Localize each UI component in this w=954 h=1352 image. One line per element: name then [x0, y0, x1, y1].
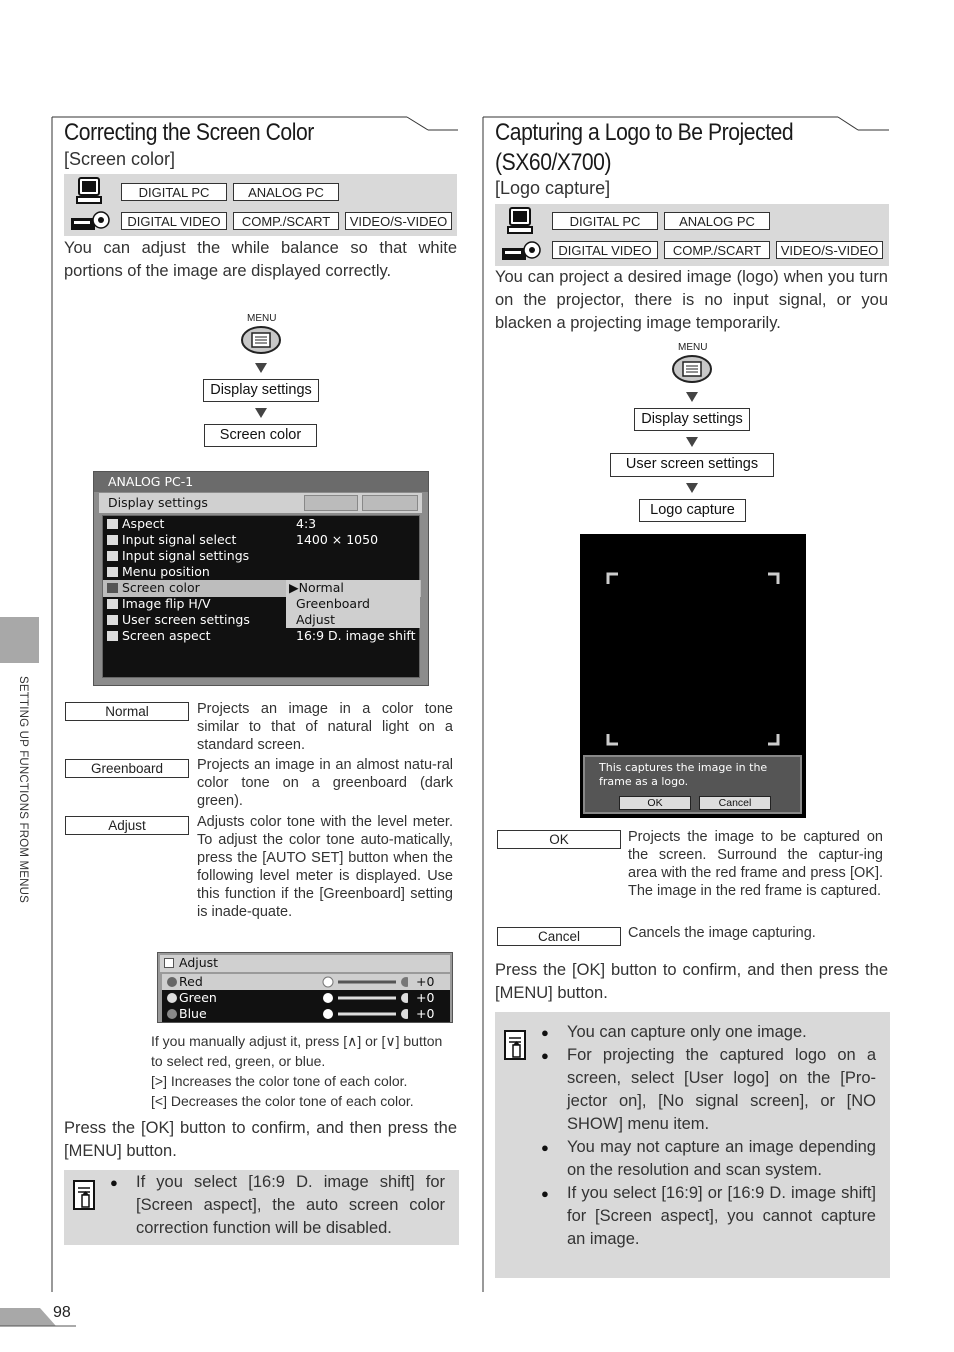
left-note-box	[64, 1170, 459, 1245]
source-tag-digital-video: DIGITAL VIDEO	[552, 241, 658, 259]
osd-header: ANALOG PC-1	[108, 474, 194, 489]
side-section-tab	[0, 617, 39, 663]
right-source-box	[495, 204, 889, 266]
adjust-notes	[151, 1031, 455, 1111]
left-section-subtitle: [Screen color]	[64, 149, 176, 169]
menu-button-label: MENU	[247, 313, 277, 324]
osd-row-value: 4:3	[296, 516, 317, 531]
right-note-item: ● You can capture only one image.	[541, 1021, 876, 1044]
source-tag-video-svideo: VIDEO/S-VIDEO	[776, 241, 883, 259]
right-note-item: ● If you select [16:9] or [16:9 D. image shift] for [Screen aspect], you cannot capture an image.	[541, 1182, 876, 1251]
menu-button-label: MENU	[678, 342, 708, 353]
arrow-down-icon	[255, 408, 267, 418]
right-intro-text: You can project a desired image (logo) when you turn on the projector, there is no input signal, or you blacken a projecting image temporarily.	[495, 268, 888, 332]
osd-row-value-selected: ▶Normal	[289, 580, 344, 595]
right-note-item: ● You may not capture an image depending on the resolution and scan system.	[541, 1136, 876, 1182]
option-ok: OK	[497, 830, 621, 849]
right-confirm-text: Press the [OK] button to confirm, and then press the [MENU] button.	[495, 961, 888, 1002]
left-intro-text: You can adjust the while balance so that white portions of the image are displayed correctly.	[64, 239, 457, 280]
osd-row-value: 16:9 D. image shift	[296, 628, 416, 643]
pc-monitor-icon	[76, 177, 106, 205]
capture-dialog-ok-button[interactable]: OK	[619, 796, 691, 810]
logo-capture-screen	[580, 534, 806, 818]
left-note-item: ● If you select [16:9 D. image shift] for [Screen aspect], the auto screen color correction function will be disabled.	[110, 1171, 445, 1240]
arrow-down-icon	[686, 392, 698, 402]
capture-dialog-message: This captures the image in the frame as a logo.	[599, 761, 768, 788]
option-greenboard-desc: Projects an image in an almost natu-ral color tone on a greenboard (dark green).	[197, 757, 453, 809]
right-section-subtitle: [Logo capture]	[495, 178, 611, 198]
option-cancel-desc: Cancels the image capturing.	[628, 925, 816, 941]
source-tag-digital-pc: DIGITAL PC	[552, 212, 658, 230]
source-tag-comp-scart: COMP./SCART	[233, 212, 339, 230]
capture-dialog	[583, 755, 802, 814]
menu-step-user-screen-settings: User screen settings	[610, 453, 774, 477]
adjust-note-select: If you manually adjust it, press [∧] or [∨] button to select red, green, or blue.	[151, 1033, 443, 1069]
capture-dialog-cancel-button[interactable]: Cancel	[699, 796, 771, 810]
left-confirm-text: Press the [OK] button to confirm, and then press the [MENU] button.	[64, 1119, 457, 1160]
osd-row-label: Screen color	[122, 580, 200, 595]
adjust-osd-blue-label: Blue	[179, 1006, 207, 1021]
option-greenboard: Greenboard	[65, 759, 189, 778]
osd-row-value: Adjust	[296, 612, 336, 627]
osd-tab-display-settings: Display settings	[108, 495, 208, 510]
capture-frame-corners	[580, 534, 806, 754]
adjust-note-increase: [>] Increases the color tone of each color.	[151, 1073, 408, 1089]
osd-row-label: Menu position	[122, 564, 210, 579]
source-tag-video-svideo: VIDEO/S-VIDEO	[345, 212, 452, 230]
adjust-osd-sliders	[318, 974, 408, 1022]
arrow-down-icon	[255, 363, 267, 373]
adjust-osd-green-label: Green	[179, 990, 217, 1005]
osd-row-label: Aspect	[122, 516, 165, 531]
adjust-osd-blue-value: +0	[416, 1006, 435, 1021]
option-normal: Normal	[65, 702, 189, 721]
left-source-box	[64, 174, 457, 236]
pc-monitor-icon	[507, 207, 537, 235]
option-adjust-desc: Adjusts color tone with the level meter. To adjust the color tone auto-matically, press the [AUTO SET] button when the following level meter is displayed. Use this function if the [Greenboard] setting is inade-quate.	[197, 814, 453, 920]
option-adjust: Adjust	[65, 816, 189, 835]
arrow-down-icon	[686, 437, 698, 447]
osd-row-label: Screen aspect	[122, 628, 211, 643]
source-tag-digital-video: DIGITAL VIDEO	[121, 212, 227, 230]
right-note-item: ● For projecting the captured logo on a screen, select [User logo] on the [Pro-jector on], [No signal screen], or [NO SHOW] menu item.	[541, 1044, 876, 1136]
option-ok-desc: Projects the image to be captured on the screen. Surround the captur-ing area with the red frame and press [OK]. The image in the red frame is captured.	[628, 829, 883, 899]
menu-step-display-settings: Display settings	[203, 379, 319, 402]
video-camera-icon	[501, 238, 541, 264]
memo-note-icon	[72, 1178, 98, 1212]
right-section-title-line1: Capturing a Logo to Be Projected	[495, 119, 794, 146]
osd-row-value: 1400 × 1050	[296, 532, 379, 547]
source-tag-comp-scart: COMP./SCART	[664, 241, 770, 259]
osd-row-label: Input signal settings	[122, 548, 250, 563]
display-settings-osd	[93, 471, 429, 686]
osd-row-label: Image flip H/V	[122, 596, 211, 611]
adjust-osd-red-label: Red	[179, 974, 203, 989]
page-number: 98	[53, 1304, 71, 1321]
menu-button-icon	[671, 354, 713, 384]
adjust-osd	[157, 952, 453, 1023]
adjust-osd-green-value: +0	[416, 990, 435, 1005]
osd-row-value: Greenboard	[296, 596, 370, 611]
menu-step-display-settings: Display settings	[634, 408, 750, 431]
osd-row-icons	[106, 518, 120, 644]
arrow-down-icon	[686, 483, 698, 493]
menu-button-icon	[240, 325, 282, 355]
menu-step-screen-color: Screen color	[204, 424, 317, 447]
sidebar-section-label: SETTING UP FUNCTIONS FROM MENUS	[17, 676, 29, 904]
adjust-osd-title: Adjust	[179, 955, 219, 970]
source-tag-analog-pc: ANALOG PC	[664, 212, 770, 230]
left-section-title: Correcting the Screen Color	[64, 119, 314, 146]
memo-note-icon	[503, 1028, 529, 1062]
video-camera-icon	[70, 208, 110, 234]
menu-step-logo-capture: Logo capture	[639, 499, 746, 522]
option-normal-desc: Projects an image in a color tone similar to that of natural light on a standard screen.	[197, 701, 453, 753]
osd-row-label: Input signal select	[122, 532, 237, 547]
right-section-title-line2: (SX60/X700)	[495, 149, 612, 176]
source-tag-digital-pc: DIGITAL PC	[121, 183, 227, 201]
adjust-osd-red-value: +0	[416, 974, 435, 989]
right-note-box	[495, 1012, 890, 1278]
adjust-note-decrease: [<] Decreases the color tone of each color.	[151, 1093, 414, 1109]
option-cancel: Cancel	[497, 927, 621, 946]
osd-row-label: User screen settings	[122, 612, 250, 627]
source-tag-analog-pc: ANALOG PC	[233, 183, 339, 201]
